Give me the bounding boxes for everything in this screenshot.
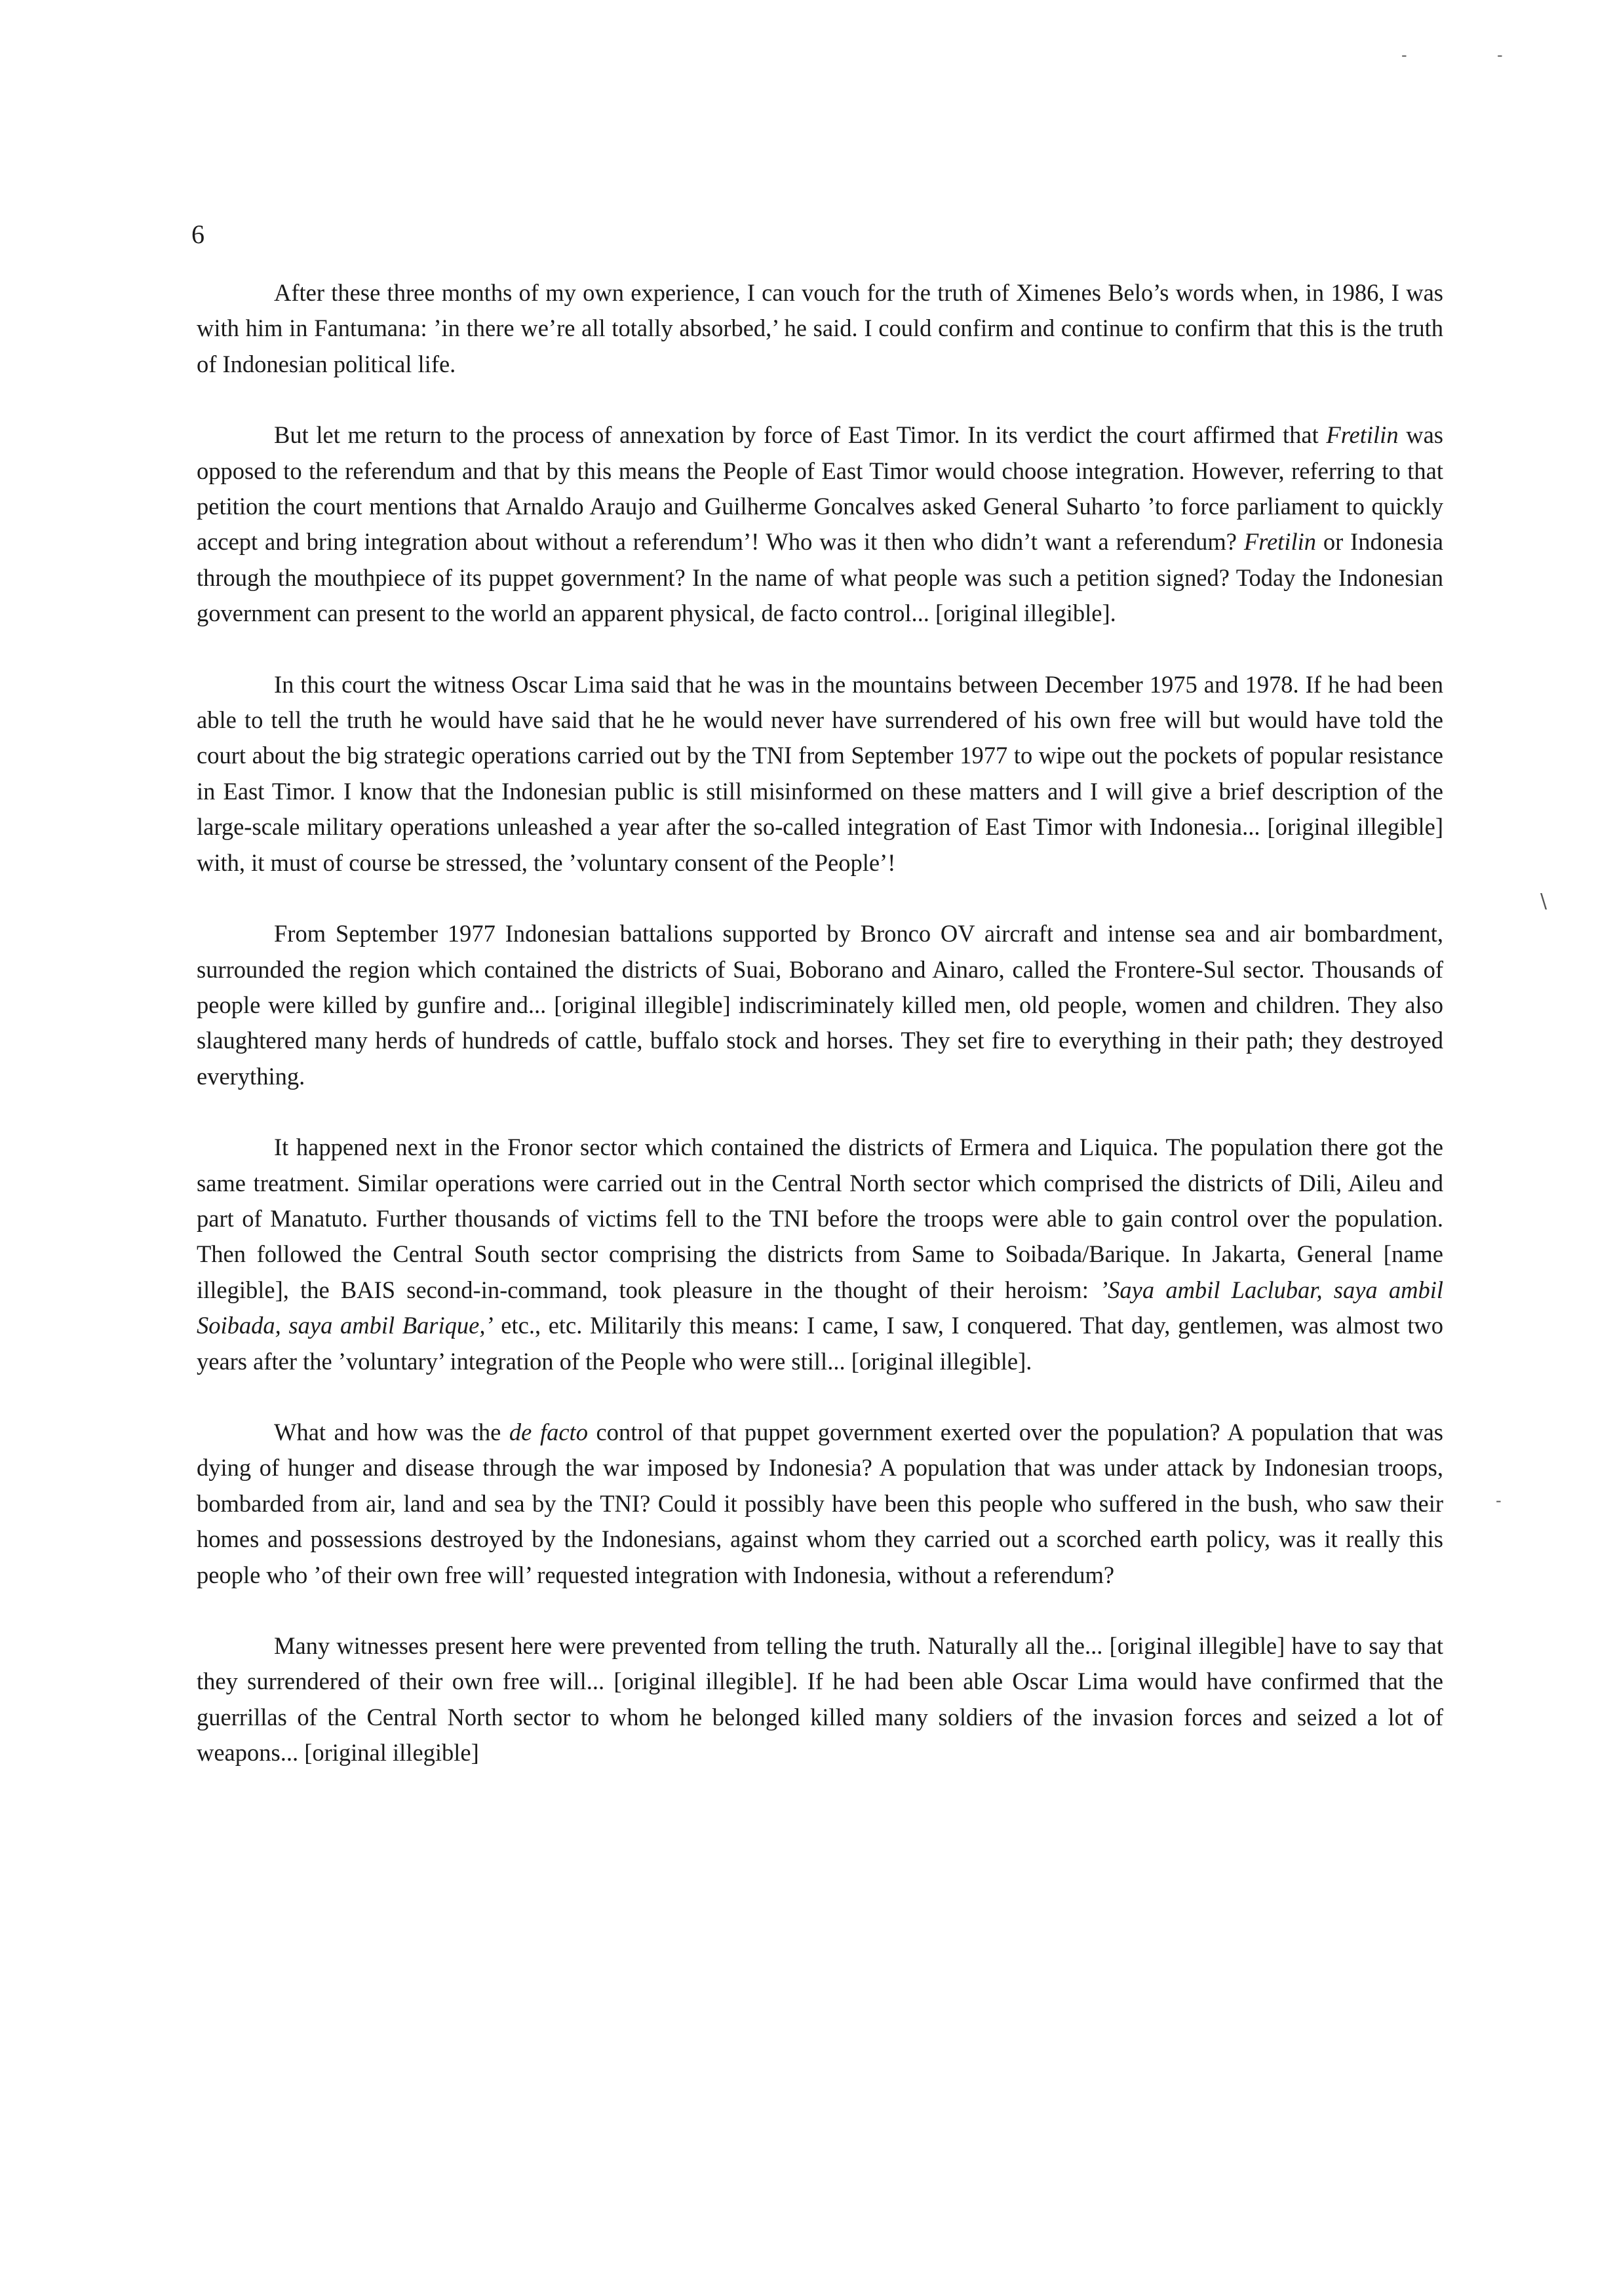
paragraph — [197, 667, 1443, 881]
paragraph — [197, 1415, 1443, 1593]
paragraph-text: After these three months of my own experience, I can vouch for the truth of Ximenes Belo’s words when, in 1986, I was with him in Fantumana: ’in there we’re all totally absorbed,’ he said. I could confirm and continue to confirm that this is the truth of Indonesian political life. — [197, 279, 1443, 377]
italic-text: Fretilin — [1243, 528, 1316, 556]
paragraph-text: was opposed to the referendum and that by this means the People of East Timor would choose integration. However, referring to that petition the court mentions that Arnaldo Araujo and Guilherme Goncalves asked General Suharto ’to force parliament to quickly accept and bring integration about without a referendum’! Who was it then who didn’t want a referendum? — [197, 421, 1443, 556]
paragraph — [197, 417, 1443, 631]
page-number: 6 — [191, 220, 204, 249]
margin-mark: - — [1497, 46, 1503, 64]
paragraph — [197, 916, 1443, 1094]
paragraph-text: But let me return to the process of annexation by force of East Timor. In its verdict the court affirmed that — [274, 421, 1327, 449]
paragraph — [197, 1628, 1443, 1771]
italic-text: de facto — [509, 1418, 588, 1445]
paragraph-text: control of that puppet government exerted over the population? A population that was dying of hunger and disease through the war imposed by Indonesia? A population that was under attack by Indonesian troops, bombarded from air, land and sea by the TNI? Could it possibly have been this people who suffered in the bush, who saw their homes and possessions destroyed by the Indonesians, against whom they carried out a scorched earth policy, was it really this people who ’of their own free will’ requested integration with Indonesia, without a referendum? — [197, 1418, 1443, 1588]
paragraph-text: etc., etc. Militarily this means: I came, I saw, I conquered. That day, gentlemen, was almost two years after the ’voluntary’ integration of the People who were still... [original illegible]. — [197, 1312, 1443, 1375]
italic-text: Fretilin — [1326, 421, 1399, 449]
paragraph-text: Many witnesses present here were prevented from telling the truth. Naturally all the... [original illegible] have to say that they surrendered of their own free will... [original illegible]. If he had been able Oscar Lima would have confirmed that the guerrillas of the Central North sector to whom he belonged killed many soldiers of the invasion forces and seized a lot of weapons... [original illegible] — [197, 1632, 1443, 1767]
margin-mark: - — [1401, 46, 1407, 64]
paragraph-text: It happened next in the Fronor sector which contained the districts of Ermera and Liquica. The population there got the same treatment. Similar operations were carried out in the Central North sector which comprised the districts of Dili, Aileu and part of Manatuto. Further thousands of victims fell to the TNI before the troops were able to gain control over the population. Then followed the Central South sector comprising the districts from Same to Soibada/Barique. In Jakarta, General [name illegible], the BAIS second-in-command, took pleasure in the thought of their heroism: — [197, 1134, 1443, 1303]
paragraph-text: or Indonesia through the mouthpiece of its puppet government? In the name of what people was such a petition signed? Today the Indonesian government can present to the world an apparent physical, de facto control... [original illegible]. — [197, 528, 1443, 627]
paragraph-text: From September 1977 Indonesian battalions supported by Bronco OV aircraft and intense sea and air bombardment, surrounded the region which contained the districts of Suai, Boborano and Ainaro, called the Frontere-Sul sector. Thousands of people were killed by gunfire and... [original illegible] indiscriminately killed men, old people, women and children. They also slaughtered many herds of hundreds of cattle, buffalo stock and horses. They set fire to everything in their path; they destroyed everything. — [197, 920, 1443, 1090]
paragraph-text: What and how was the — [274, 1418, 509, 1445]
margin-mark: - — [1496, 1491, 1502, 1510]
paragraph — [197, 275, 1443, 382]
body-text — [197, 275, 1443, 1807]
italic-text: ’Saya ambil Laclubar, saya ambil Soibada, saya ambil Barique,’ — [197, 1276, 1443, 1339]
paragraph-text: In this court the witness Oscar Lima said that he was in the mountains between December 1975 and 1978. If he had been able to tell the truth he would have said that he he would never have surrendered of his own free will but would have told the court about the big strategic operations carried out by the TNI from September 1977 to wipe out the pockets of popular resistance in East Timor. I know that the Indonesian public is still misinformed on these matters and I will give a brief description of the large-scale military operations unleashed a year after the so-called integration of East Timor with Indonesia... [original illegible] with, it must of course be stressed, the ’voluntary consent of the People’! — [197, 670, 1443, 876]
paragraph — [197, 1130, 1443, 1379]
margin-mark: \ — [1540, 890, 1547, 913]
